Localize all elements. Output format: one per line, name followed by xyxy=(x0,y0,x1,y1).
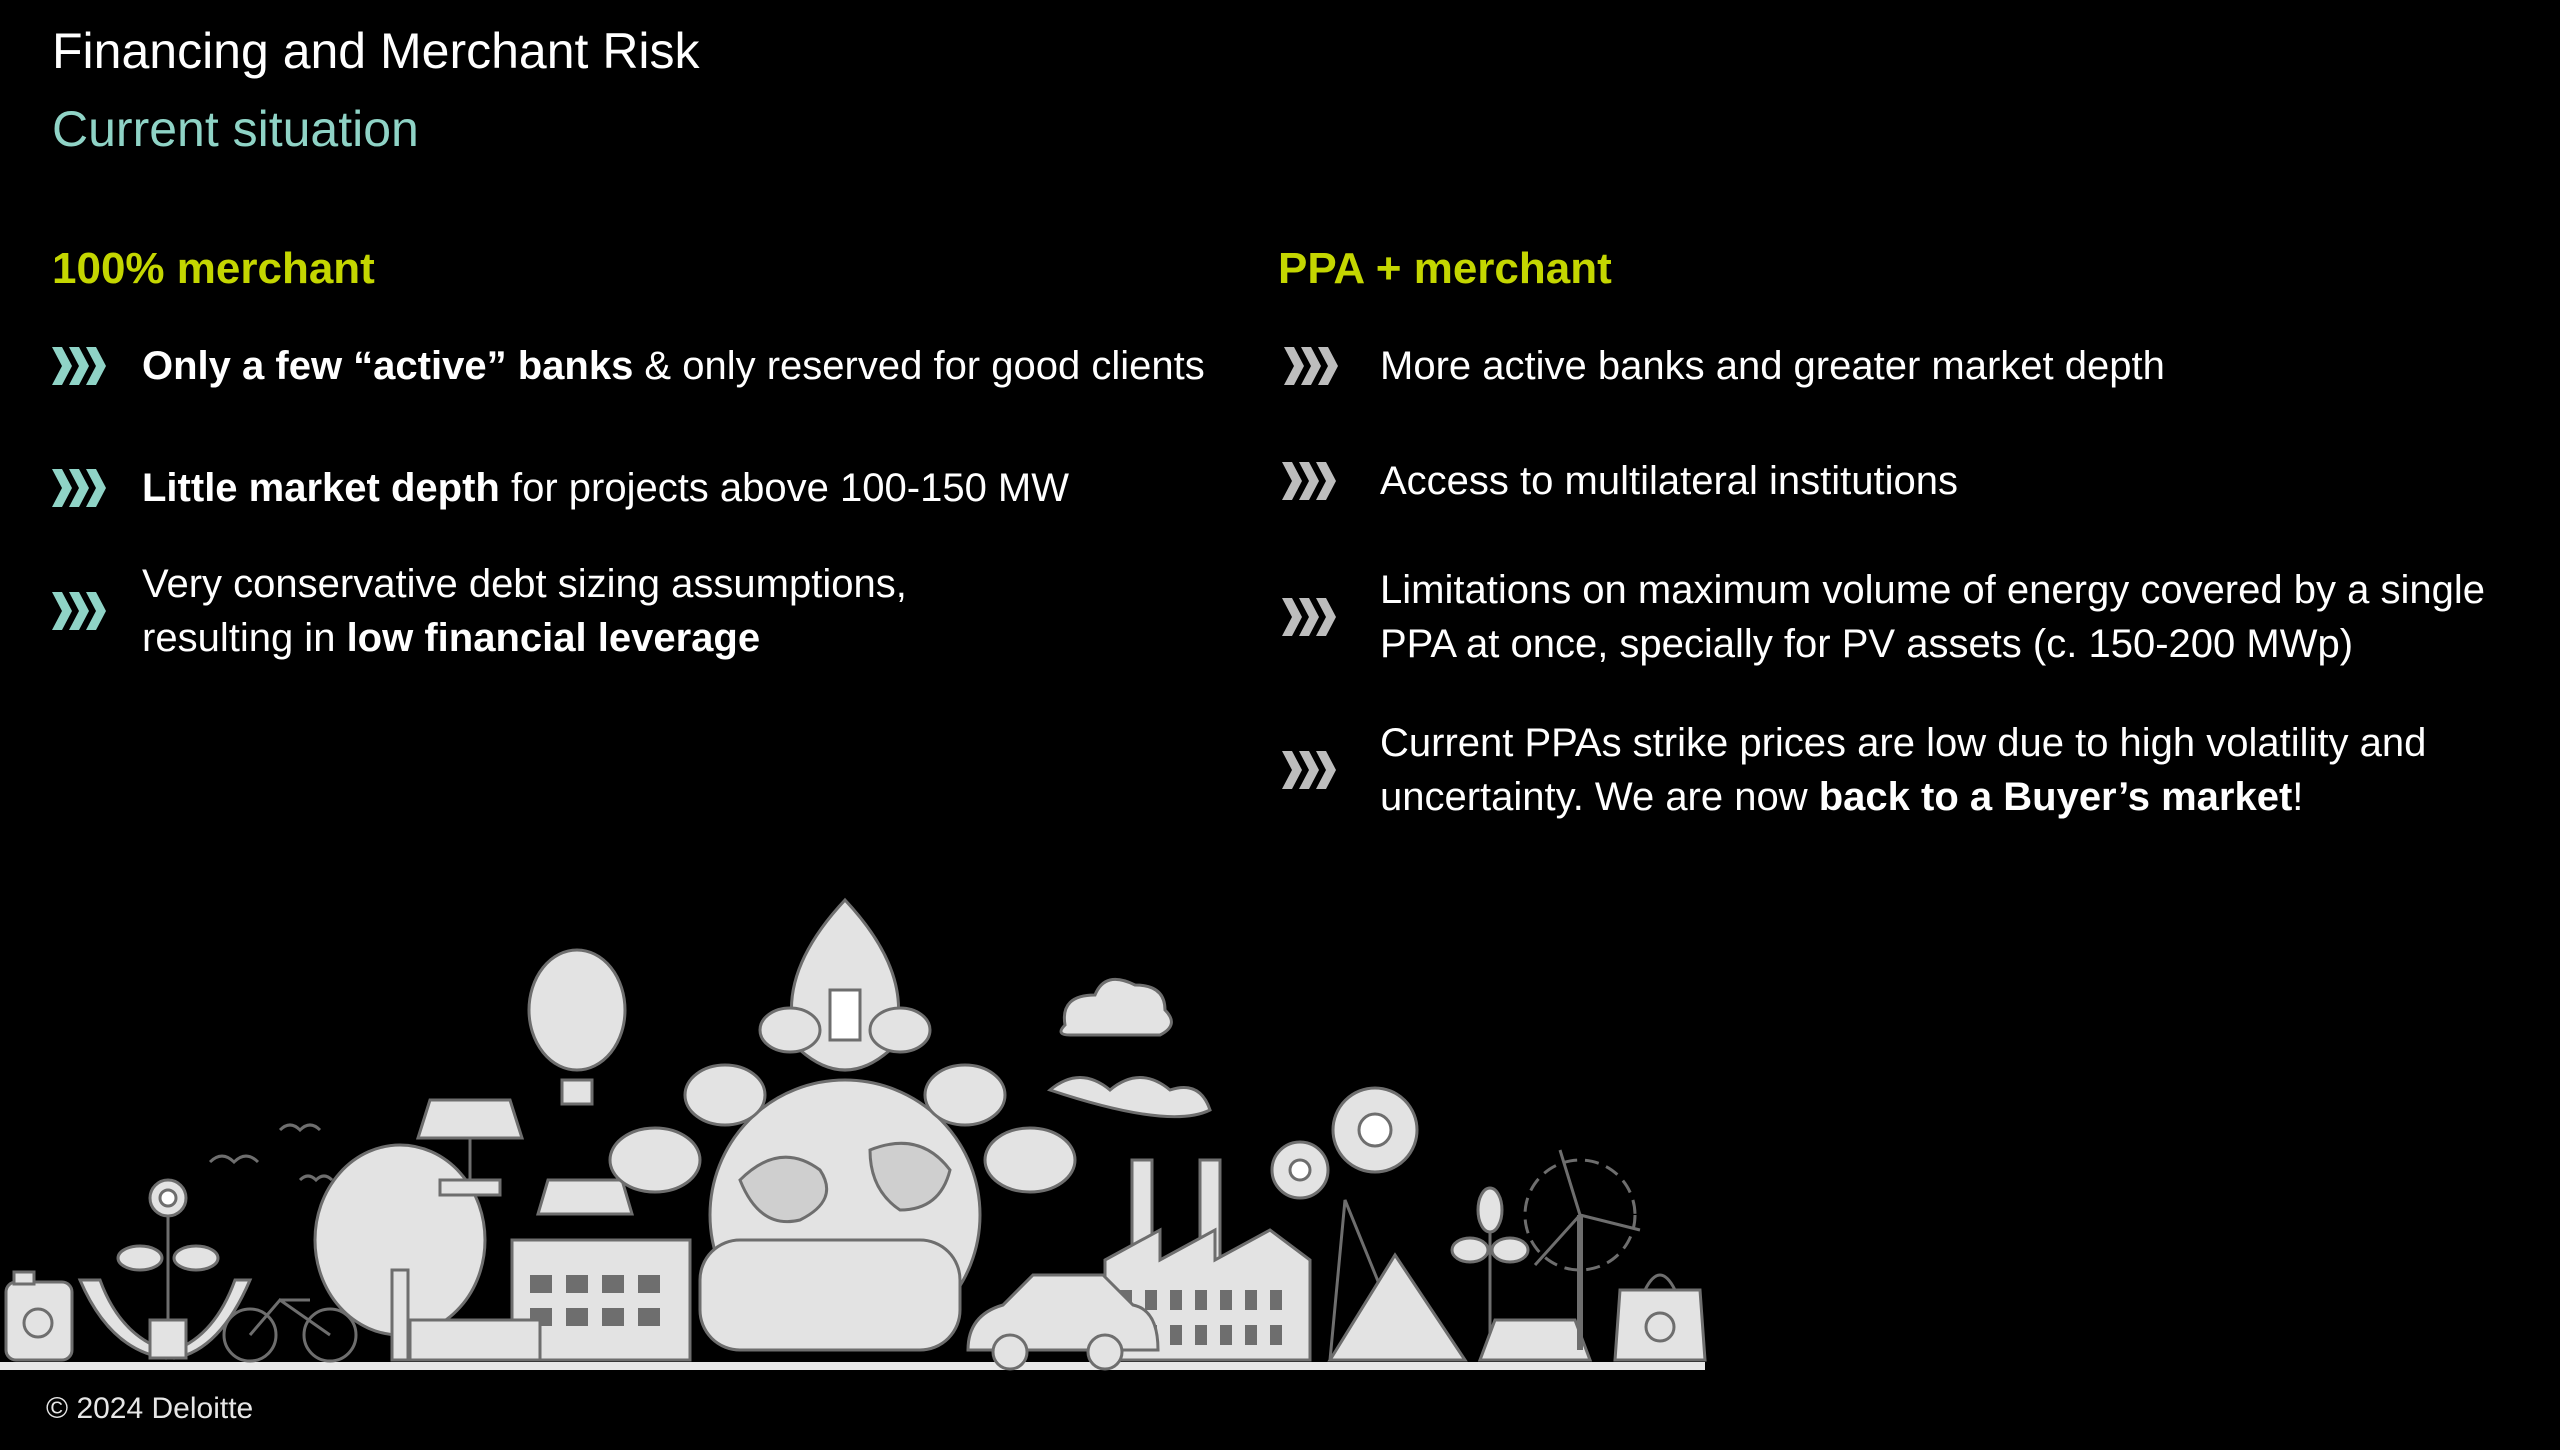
triple-chevron-icon xyxy=(52,590,142,632)
right-bullet-4-text: Current PPAs strike prices are low due to high volatility and uncertainty. We are now back to a Buyer’s market! xyxy=(1380,721,2427,819)
left-bullet-2-text: Little market depth for projects above 100-150 MW xyxy=(142,466,1070,510)
triple-chevron-icon xyxy=(1274,749,1380,791)
fuel-can-icon xyxy=(6,1272,72,1360)
bicycle-icon xyxy=(224,1300,356,1361)
hot-air-balloon-icon xyxy=(529,950,625,1104)
right-bullet-1-text: More active banks and greater market depth xyxy=(1380,344,2165,388)
slide-title: Financing and Merchant Risk xyxy=(52,23,700,79)
triple-chevron-icon xyxy=(1278,345,1380,387)
leaf-bulb-icon xyxy=(760,900,930,1070)
left-bullet-1-text: Only a few “active” banks & only reserved for good clients xyxy=(142,344,1205,388)
recycle-bag-icon xyxy=(1615,1275,1705,1360)
left-bullet-1 xyxy=(52,339,1205,393)
triple-chevron-icon xyxy=(52,345,142,387)
copyright-footer: © 2024 Deloitte xyxy=(46,1392,254,1425)
ground-line xyxy=(0,1362,1705,1370)
gears-icon xyxy=(1272,1088,1417,1198)
triple-chevron-icon xyxy=(1274,596,1380,638)
left-bullet-3-text: Very conservative debt sizing assumptions, resulting in low financial leverage xyxy=(142,562,907,660)
left-bullet-3 xyxy=(52,557,907,665)
ground-solar-panel-icon xyxy=(1480,1320,1590,1360)
right-bullet-3 xyxy=(1274,563,2485,671)
right-bullet-3-text: Limitations on maximum volume of energy covered by a single PPA at once, specially for PV assets (c. 150-200 MWp) xyxy=(1380,568,2485,666)
triple-chevron-icon xyxy=(1274,460,1380,502)
right-bullet-4 xyxy=(1274,716,2426,824)
cloud-icon xyxy=(1061,979,1171,1035)
right-bullet-2 xyxy=(1274,454,1958,508)
left-bullet-2 xyxy=(52,461,1069,515)
right-bullet-1 xyxy=(1278,339,2165,393)
left-column-heading: 100% merchant xyxy=(52,244,375,293)
green-city-illustration xyxy=(0,880,1710,1380)
birds-icon xyxy=(210,1125,332,1180)
right-bullet-2-text: Access to multilateral institutions xyxy=(1380,459,1959,503)
triple-chevron-icon xyxy=(52,467,142,509)
mountains-icon xyxy=(1330,1200,1465,1360)
slide-subtitle: Current situation xyxy=(52,101,419,157)
right-column-heading: PPA + merchant xyxy=(1278,244,1612,293)
